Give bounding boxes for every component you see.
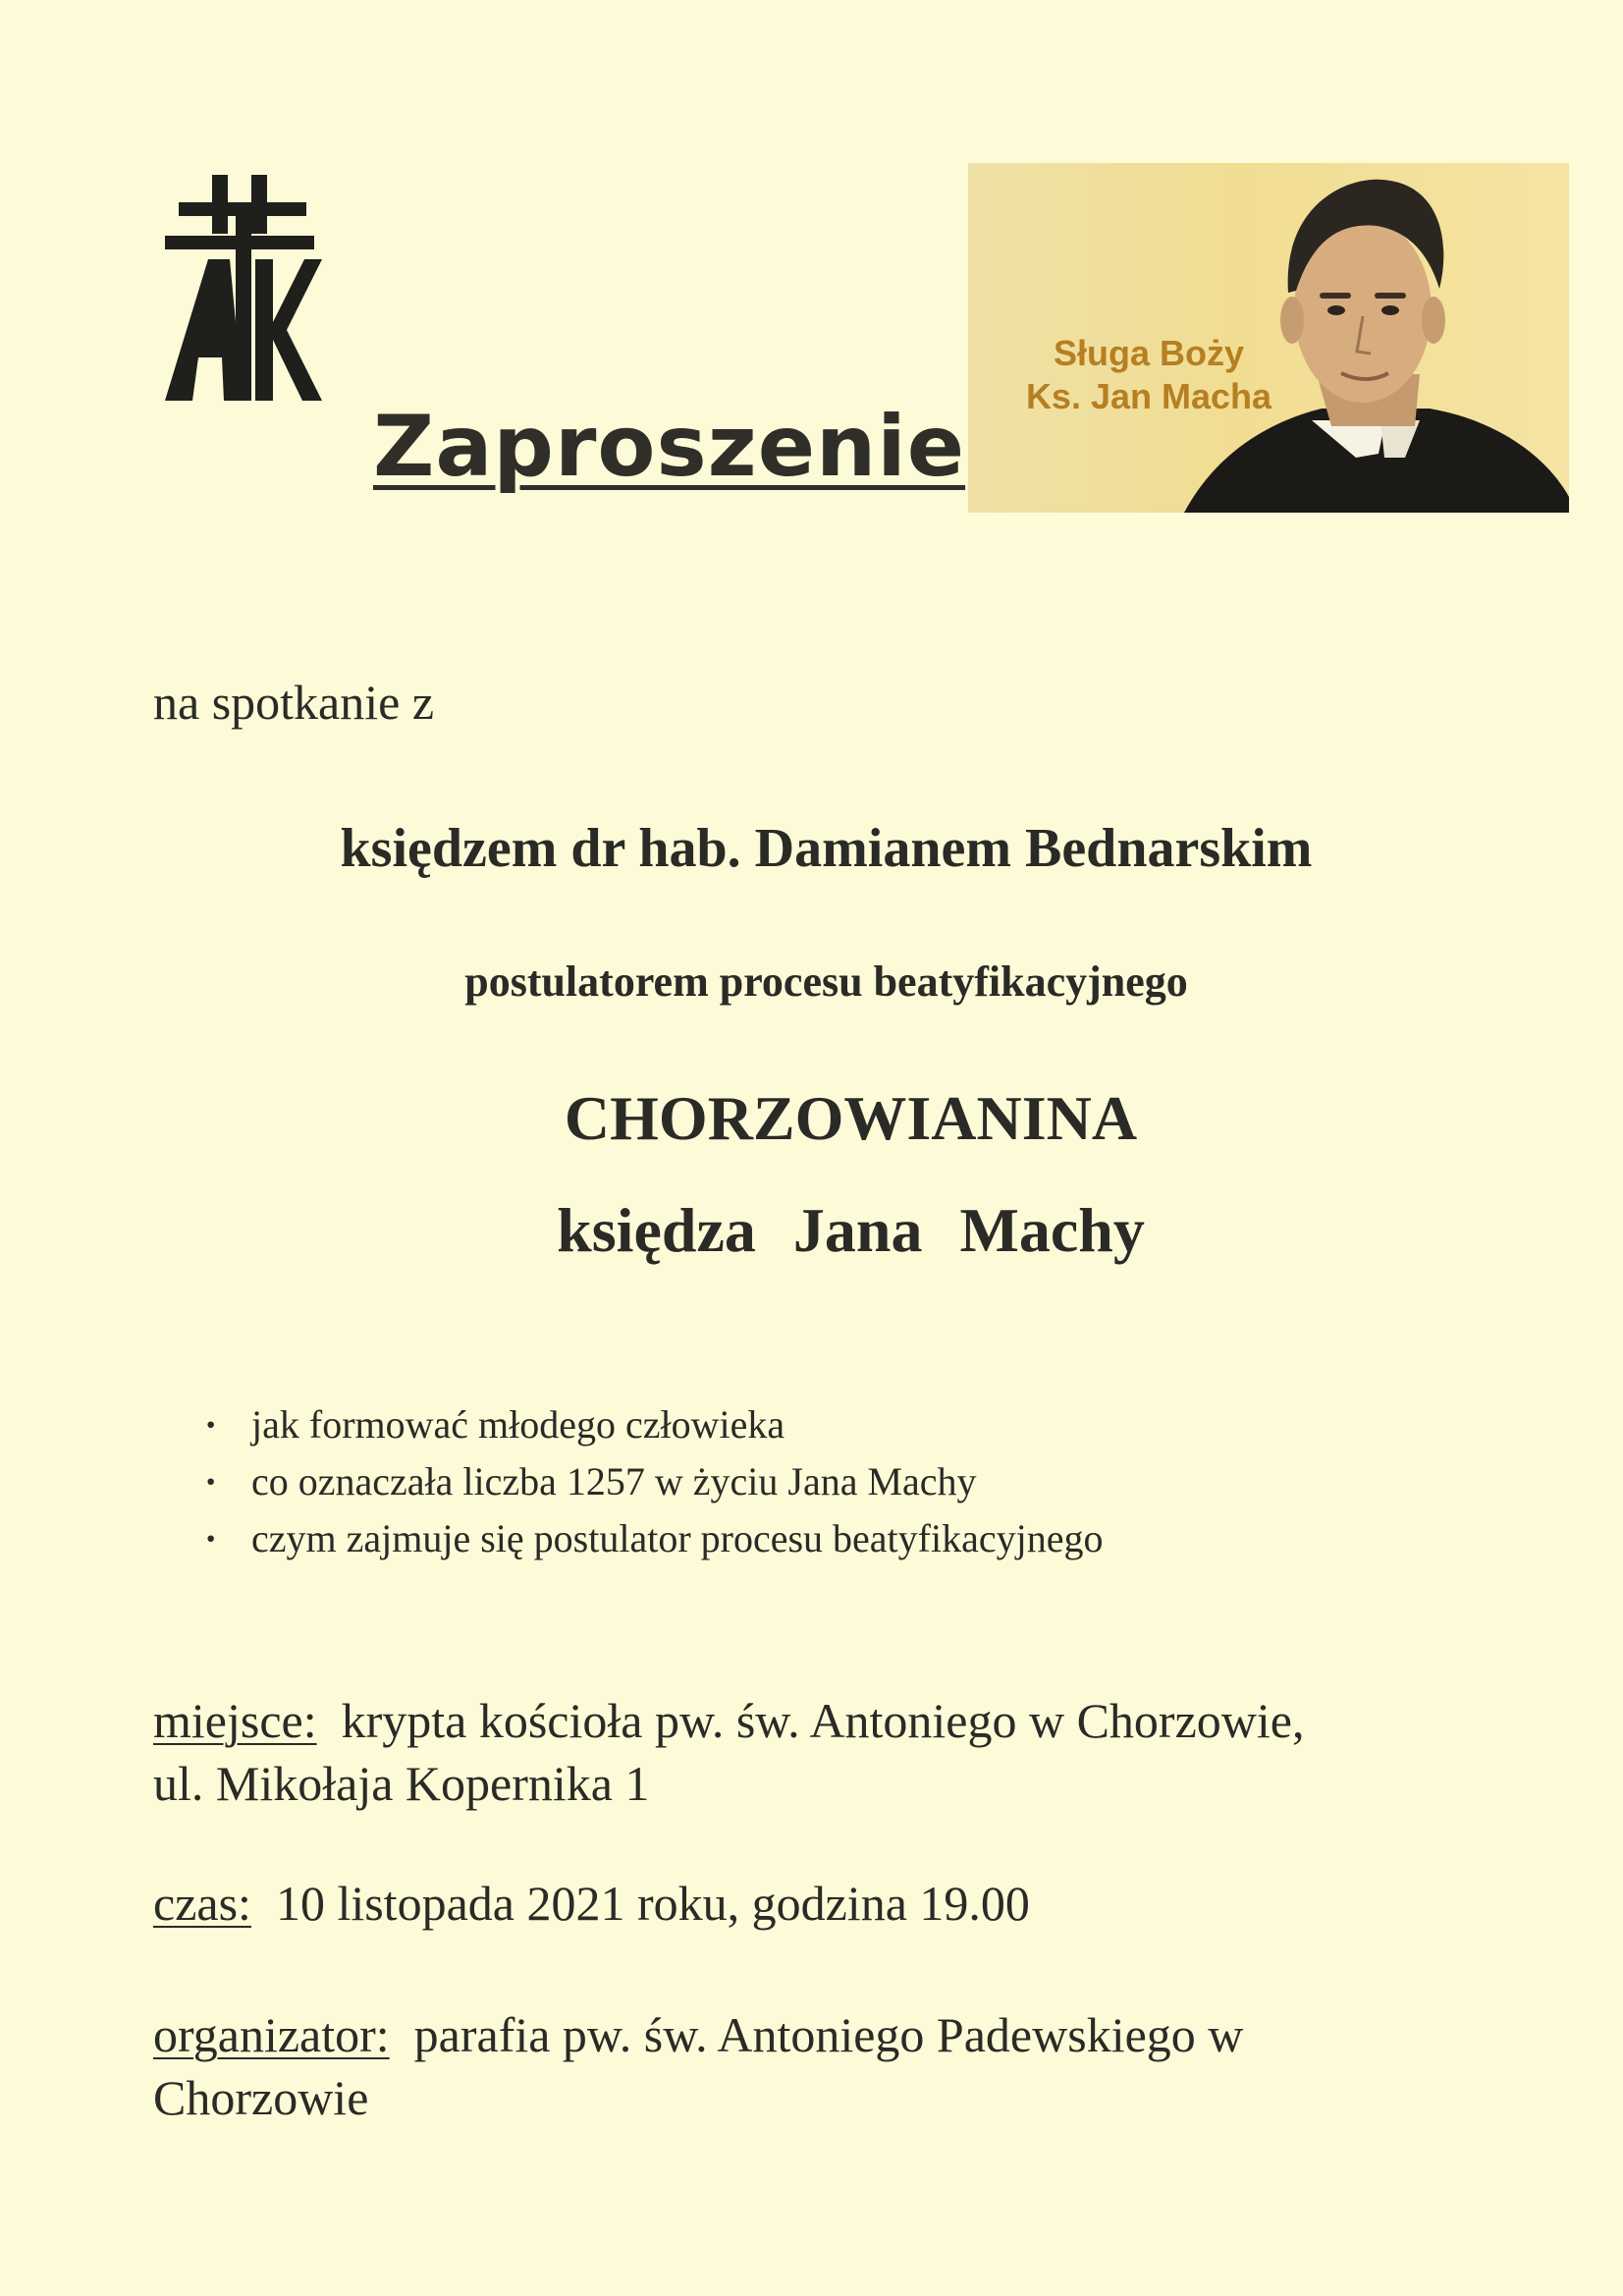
time-value: 10 listopada 2021 roku, godzina 19.00 [275,1876,1030,1931]
portrait-caption [1001,332,1296,418]
place-line-1: krypta kościoła pw. św. Antoniego w Chorzowie, [341,1693,1305,1748]
caption-line-2: Ks. Jan Macha [1025,375,1272,416]
time-label: czas: [153,1876,251,1931]
ak-cross-logo-icon [165,175,322,401]
city-heading: CHORZOWIANINA [564,1083,1138,1153]
list-item: · jak formować młodego człowieka [204,1396,1103,1453]
topics-list [204,1396,1103,1567]
caption-line-1: Sługa Boży [1053,333,1245,373]
invitation-title: Zaproszenie [373,398,966,496]
time-info [153,1872,1030,1935]
priest-heading: księdza Jana Machy [557,1195,1145,1265]
list-item: · co oznaczała liczba 1257 w życiu Jana Machy [204,1453,1103,1510]
priest-portrait-icon [968,163,1569,513]
guest-role: postulatorem procesu beatyfikacyjnego [464,957,1188,1006]
place-label: miejsce: [153,1693,317,1748]
place-info [153,1689,1304,1815]
organizer-line-1: parafia pw. św. Antoniego Padewskiego w [413,2007,1244,2062]
organizer-label: organizator: [153,2007,390,2062]
list-item: · czym zajmuje się postulator procesu beatyfikacyjnego [204,1510,1103,1567]
organizer-line-2: Chorzowie [153,2070,369,2125]
guest-name: księdzem dr hab. Damianem Bednarskim [340,818,1313,879]
intro-text: na spotkanie z [153,675,435,730]
place-line-2: ul. Mikołaja Kopernika 1 [153,1756,650,1811]
organizer-info [153,2003,1243,2129]
